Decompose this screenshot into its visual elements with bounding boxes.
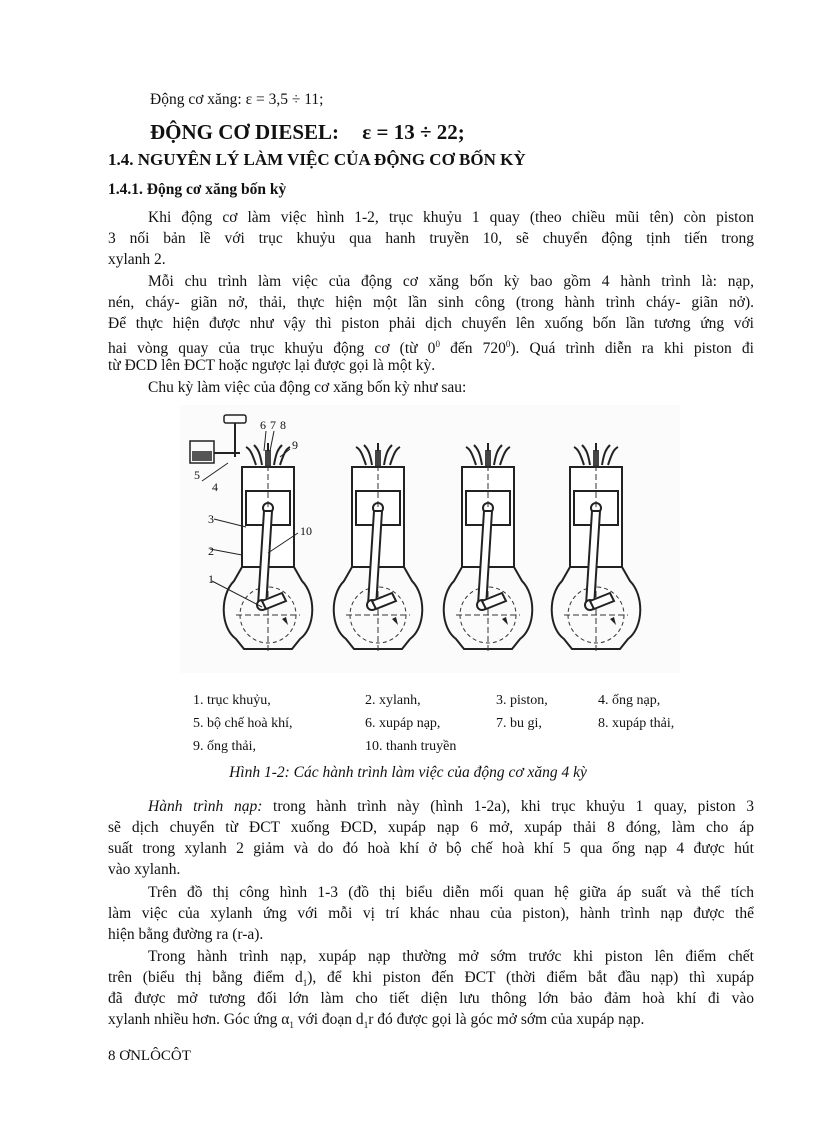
paragraph-line: đã được mở tương đối lớn làm cho tiết diện lưu thông lớn bảo đảm hoà khí đi vào (108, 990, 754, 1007)
figure-label: 5 (194, 468, 200, 482)
legend-item: 10. thanh truyền (365, 739, 457, 754)
figure-label: 9 (292, 438, 298, 452)
paragraph-line: Chu kỳ làm việc của động cơ xăng bốn kỳ như sau: (148, 379, 467, 396)
paragraph-line: xylanh nhiều hơn. Góc ứng $\alpha_1$ với đoạn $d_1r$ đó được gọi là góc mở sớm của xupáp nạp. (108, 1011, 645, 1031)
legend-item: 6. xupáp nạp, (365, 716, 441, 731)
figure-label: 7 (270, 418, 276, 432)
paragraph-line: trên (biểu thị bằng điểm $d_1$), để khi piston đến ĐCT (thời điểm bắt đầu nạp) thì xupáp (108, 969, 755, 989)
paragraph-line: Trên đồ thị công hình 1-3 (đồ thị biểu diễn mối quan hệ giữa áp suất và thể tích (148, 884, 754, 901)
figure-label: 1 (208, 572, 214, 586)
legend-item: 1. trục khuỷu, (193, 693, 271, 708)
section-heading: 1.4. NGUYÊN LÝ LÀM VIỆC CỦA ĐỘNG CƠ BỐN KỲ (108, 150, 526, 169)
paragraph-line: Mỗi chu trình làm việc của động cơ xăng bốn kỳ bao gồm 4 hành trình là: nạp, (148, 273, 754, 290)
figure-label: 4 (212, 480, 218, 494)
paragraph-line: hai vòng quay của trục khuỷu động cơ (từ $0^0$ đến $720^0$). Quá trình diễn ra khi piston đi (108, 339, 754, 358)
formula-diesel-value: ε = 13 ÷ 22; (362, 120, 465, 144)
paragraph-line: Hành trình nạp: trong hành trình này (hình 1-2a), khi trục khuỷu 1 quay, piston 3 (148, 798, 754, 815)
legend-item: 4. ống nạp, (598, 693, 661, 708)
paragraph-line: suất trong xylanh 2 giảm và do đó hoà khí ở bộ chế hoà khí 5 qua ống nạp 4 được hút (108, 840, 754, 857)
paragraph-line: Khi động cơ làm việc hình 1-2, trục khuỷu 1 quay (theo chiều mũi tên) còn piston (148, 209, 754, 226)
paragraph-line: từ ĐCD lên ĐCT hoặc ngược lại được gọi là một kỳ. (108, 357, 436, 374)
figure-label: 2 (208, 544, 214, 558)
figure-label: 10 (300, 524, 312, 538)
figure-label: 8 (280, 418, 286, 432)
legend-item: 7. bu gi, (496, 716, 542, 731)
legend-item: 8. xupáp thải, (598, 716, 675, 731)
legend-item: 9. ống thải, (193, 739, 256, 754)
paragraph-line: xylanh 2. (108, 251, 166, 268)
figure-caption: Hình 1-2: Các hành trình làm việc của động cơ xăng 4 kỳ (229, 764, 587, 781)
paragraph-line: vào xylanh. (108, 861, 181, 878)
subsection-heading: 1.4.1. Động cơ xăng bốn kỳ (108, 181, 287, 198)
legend-item: 5. bộ chế hoà khí, (193, 716, 293, 731)
paragraph-line: nén, cháy- giãn nở, thải, thực hiện một lần sinh công (trong hành trình cháy- giãn nở). (108, 294, 754, 311)
paragraph-line: 3 nối bản lề với trục khuỷu qua hanh truyền 10, sẽ chuyển động tịnh tiến trong (108, 230, 754, 247)
paragraph-line: hiện bằng đường ra (r-a). (108, 926, 264, 943)
paragraph-line: Để thực hiện được như vậy thì piston phải dịch chuyển lên xuống bốn lần tương ứng với (108, 315, 754, 332)
paragraph-line: Trong hành trình nạp, xupáp nạp thường mở sớm trước khi piston lên điểm chết (148, 948, 754, 965)
legend-item: 3. piston, (496, 693, 548, 708)
legend-item: 2. xylanh, (365, 693, 421, 708)
paragraph-line: sẽ dịch chuyển từ ĐCT xuống ĐCD, xupáp nạp 6 mở, xupáp thải 8 đóng, làm cho áp (108, 819, 754, 836)
figure-label: 6 (260, 418, 266, 432)
formula-gasoline: Động cơ xăng: ε = 3,5 ÷ 11; (150, 91, 324, 108)
paragraph-line: làm việc của xylanh ứng với mỗi vị trí khác nhau của piston), hành trình nạp được thể (108, 905, 754, 922)
page-footer: 8 ƠNLÔCÔT (108, 1048, 191, 1064)
formula-diesel (150, 120, 465, 145)
figure-label: 3 (208, 512, 214, 526)
formula-diesel-label: ĐỘNG CƠ DIESEL: (150, 120, 340, 144)
engine-strokes-figure (180, 405, 680, 673)
